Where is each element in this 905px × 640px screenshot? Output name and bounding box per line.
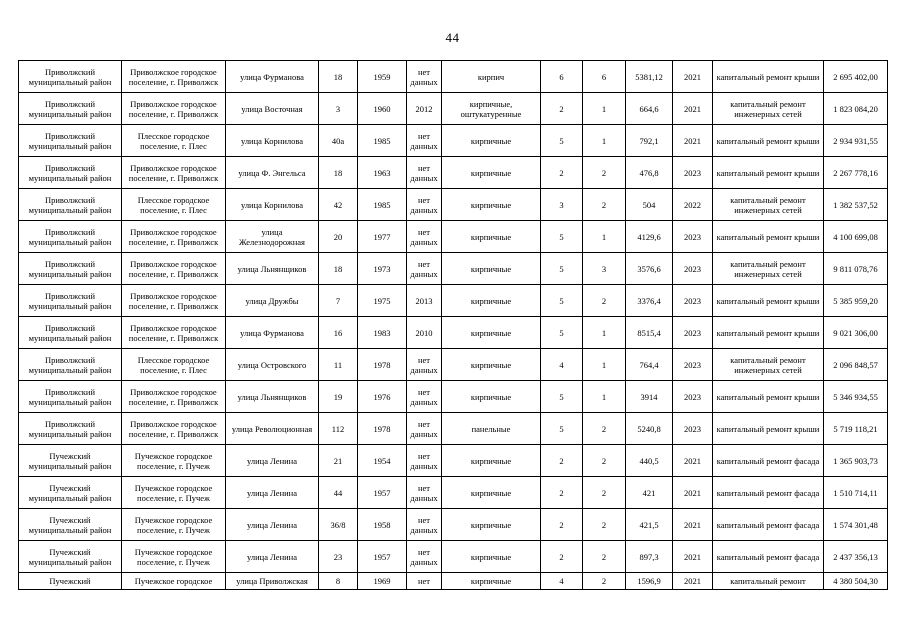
table-cell: 1978 — [358, 413, 407, 445]
table-cell: 18 — [319, 253, 358, 285]
table-cell: кирпичные — [442, 157, 541, 189]
report-table-body — [19, 61, 888, 590]
table-cell: нет данных — [407, 413, 442, 445]
table-row — [19, 477, 888, 509]
table-cell: Приволжское городское поселение, г. Приволжск — [122, 221, 226, 253]
table-cell: 1596,9 — [626, 573, 673, 590]
table-cell: нет — [407, 573, 442, 590]
table-cell: 1977 — [358, 221, 407, 253]
table-cell: нет данных — [407, 253, 442, 285]
table-cell: 4129,6 — [626, 221, 673, 253]
table-row — [19, 253, 888, 285]
table-cell: 2023 — [673, 285, 713, 317]
table-cell: капитальный ремонт крыши — [713, 413, 824, 445]
table-cell: 1973 — [358, 253, 407, 285]
table-cell: 2021 — [673, 93, 713, 125]
table-row — [19, 349, 888, 381]
table-cell: Приволжский муниципальный район — [19, 61, 122, 93]
table-cell: 2023 — [673, 349, 713, 381]
table-cell: кирпичные — [442, 509, 541, 541]
table-cell: улица Фурманова — [226, 317, 319, 349]
table-cell: 2 — [583, 413, 626, 445]
table-cell: 1959 — [358, 61, 407, 93]
table-cell: улица Корнилова — [226, 125, 319, 157]
table-cell: 1954 — [358, 445, 407, 477]
table-cell: нет данных — [407, 221, 442, 253]
table-cell: кирпичные — [442, 317, 541, 349]
table-cell: кирпичные — [442, 221, 541, 253]
table-cell: 2 — [541, 477, 583, 509]
table-cell: 19 — [319, 381, 358, 413]
table-cell: 4 — [541, 349, 583, 381]
table-cell: улица Льнянщиков — [226, 381, 319, 413]
table-cell: 9 021 306,00 — [824, 317, 888, 349]
table-cell: Приволжский муниципальный район — [19, 413, 122, 445]
table-cell: 5240,8 — [626, 413, 673, 445]
table-cell: капитальный ремонт — [713, 573, 824, 590]
table-cell: Пучежское городское поселение, г. Пучеж — [122, 541, 226, 573]
table-cell: 1958 — [358, 509, 407, 541]
table-cell: Пучежский муниципальный район — [19, 445, 122, 477]
table-cell: 2023 — [673, 253, 713, 285]
table-cell: капитальный ремонт фасада — [713, 509, 824, 541]
table-cell: 6 — [541, 61, 583, 93]
table-cell: нет данных — [407, 477, 442, 509]
table-cell: 2 437 356,13 — [824, 541, 888, 573]
table-cell: 2021 — [673, 125, 713, 157]
table-cell: 2 — [583, 445, 626, 477]
table-cell: кирпичные — [442, 445, 541, 477]
table-cell: 1985 — [358, 189, 407, 221]
table-cell: 5 — [541, 221, 583, 253]
table-cell: кирпичные, оштукатуренные — [442, 93, 541, 125]
table-cell: 2010 — [407, 317, 442, 349]
table-cell: 1 365 903,73 — [824, 445, 888, 477]
table-cell: нет данных — [407, 509, 442, 541]
table-cell: 3 — [541, 189, 583, 221]
table-cell: 23 — [319, 541, 358, 573]
table-cell: Плесское городское поселение, г. Плес — [122, 125, 226, 157]
table-cell: капитальный ремонт крыши — [713, 157, 824, 189]
table-cell: Приволжское городское поселение, г. Приволжск — [122, 61, 226, 93]
table-cell: 2 — [541, 157, 583, 189]
table-cell: улица Льнянщиков — [226, 253, 319, 285]
table-cell: Приволжский муниципальный район — [19, 221, 122, 253]
table-cell: 2 — [541, 93, 583, 125]
table-cell: капитальный ремонт крыши — [713, 125, 824, 157]
table-cell: 2 096 848,57 — [824, 349, 888, 381]
table-cell: 1975 — [358, 285, 407, 317]
table-cell: капитальный ремонт инженерных сетей — [713, 349, 824, 381]
table-cell: Пучежское городское поселение, г. Пучеж — [122, 509, 226, 541]
table-cell: 3376,4 — [626, 285, 673, 317]
table-cell: капитальный ремонт инженерных сетей — [713, 253, 824, 285]
table-cell: 20 — [319, 221, 358, 253]
table-row — [19, 157, 888, 189]
table-cell: 3576,6 — [626, 253, 673, 285]
table-cell: 8515,4 — [626, 317, 673, 349]
capital-repair-table — [18, 60, 888, 590]
table-row — [19, 61, 888, 93]
table-cell: 5 — [541, 413, 583, 445]
table-cell: 1 — [583, 221, 626, 253]
table-cell: 2021 — [673, 509, 713, 541]
table-cell: нет данных — [407, 189, 442, 221]
table-cell: 2 — [541, 445, 583, 477]
table-cell: Пучежский муниципальный район — [19, 509, 122, 541]
table-cell: 2021 — [673, 445, 713, 477]
table-row — [19, 445, 888, 477]
table-cell: 4 — [541, 573, 583, 590]
table-cell: 2 — [583, 573, 626, 590]
table-cell: 1 — [583, 125, 626, 157]
table-cell: Пучежское городское поселение, г. Пучеж — [122, 477, 226, 509]
table-cell: 1 — [583, 93, 626, 125]
table-cell: Приволжский муниципальный район — [19, 157, 122, 189]
table-cell: капитальный ремонт фасада — [713, 477, 824, 509]
table-cell: 2 — [583, 509, 626, 541]
table-cell: 1983 — [358, 317, 407, 349]
table-cell: капитальный ремонт инженерных сетей — [713, 189, 824, 221]
table-cell: нет данных — [407, 381, 442, 413]
table-cell: нет данных — [407, 445, 442, 477]
table-cell: 6 — [583, 61, 626, 93]
table-cell: Приволжский муниципальный район — [19, 125, 122, 157]
table-row — [19, 317, 888, 349]
table-cell: 5 — [541, 381, 583, 413]
table-cell: 2023 — [673, 413, 713, 445]
table-row — [19, 221, 888, 253]
table-cell: Пучежский муниципальный район — [19, 477, 122, 509]
table-cell: 1 823 084,20 — [824, 93, 888, 125]
table-cell: 476,8 — [626, 157, 673, 189]
table-cell: Приволжский муниципальный район — [19, 93, 122, 125]
table-cell: кирпич — [442, 61, 541, 93]
table-cell: 2 — [583, 189, 626, 221]
table-row — [19, 413, 888, 445]
table-cell: 36/8 — [319, 509, 358, 541]
table-cell: Приволжский муниципальный район — [19, 381, 122, 413]
table-cell: 2 — [583, 157, 626, 189]
table-cell: 2023 — [673, 221, 713, 253]
table-cell: Приволжский муниципальный район — [19, 253, 122, 285]
table-cell: кирпичные — [442, 125, 541, 157]
table-cell: 2 695 402,00 — [824, 61, 888, 93]
table-cell: 7 — [319, 285, 358, 317]
table-cell: 1 382 537,52 — [824, 189, 888, 221]
table-cell: 42 — [319, 189, 358, 221]
table-cell: улица Восточная — [226, 93, 319, 125]
table-cell: 112 — [319, 413, 358, 445]
table-cell: 9 811 078,76 — [824, 253, 888, 285]
table-cell: 44 — [319, 477, 358, 509]
table-row — [19, 93, 888, 125]
table-row — [19, 125, 888, 157]
table-cell: 1976 — [358, 381, 407, 413]
table-cell: 2 — [583, 541, 626, 573]
table-cell: Приволжский муниципальный район — [19, 285, 122, 317]
table-cell: 16 — [319, 317, 358, 349]
table-row — [19, 573, 888, 590]
table-cell: 4 100 699,08 — [824, 221, 888, 253]
table-cell: Приволжское городское поселение, г. Приволжск — [122, 413, 226, 445]
table-cell: Плесское городское поселение, г. Плес — [122, 349, 226, 381]
table-cell: 40а — [319, 125, 358, 157]
table-cell: улица Ленина — [226, 445, 319, 477]
table-cell: 1978 — [358, 349, 407, 381]
table-cell: кирпичные — [442, 477, 541, 509]
table-cell: 1 510 714,11 — [824, 477, 888, 509]
table-cell: 764,4 — [626, 349, 673, 381]
table-cell: улица Островского — [226, 349, 319, 381]
table-cell: нет данных — [407, 61, 442, 93]
table-cell: улица Ленина — [226, 509, 319, 541]
table-cell: 792,1 — [626, 125, 673, 157]
table-cell: кирпичные — [442, 253, 541, 285]
table-cell: 1 — [583, 349, 626, 381]
table-cell: 11 — [319, 349, 358, 381]
table-cell: улица Ленина — [226, 541, 319, 573]
table-cell: 2 — [541, 541, 583, 573]
table-cell: Приволжское городское поселение, г. Приволжск — [122, 93, 226, 125]
table-cell: кирпичные — [442, 285, 541, 317]
table-cell: 1 574 301,48 — [824, 509, 888, 541]
table-cell: 1957 — [358, 541, 407, 573]
table-cell: Приволжское городское поселение, г. Приволжск — [122, 253, 226, 285]
table-cell: Приволжский муниципальный район — [19, 189, 122, 221]
table-cell: капитальный ремонт крыши — [713, 61, 824, 93]
table-cell: Приволжское городское поселение, г. Приволжск — [122, 381, 226, 413]
table-cell: нет данных — [407, 541, 442, 573]
table-cell: 897,3 — [626, 541, 673, 573]
table-cell: 3 — [319, 93, 358, 125]
table-cell: 2 267 778,16 — [824, 157, 888, 189]
table-cell: 18 — [319, 157, 358, 189]
table-cell: нет данных — [407, 349, 442, 381]
table-cell: капитальный ремонт фасада — [713, 445, 824, 477]
table-cell: улица Ленина — [226, 477, 319, 509]
table-cell: 5 — [541, 317, 583, 349]
table-cell: нет данных — [407, 157, 442, 189]
table-cell: 2021 — [673, 541, 713, 573]
table-cell: 4 380 504,30 — [824, 573, 888, 590]
table-row — [19, 381, 888, 413]
table-cell: Приволжский муниципальный район — [19, 349, 122, 381]
table-cell: нет данных — [407, 125, 442, 157]
table-cell: 2021 — [673, 477, 713, 509]
table-cell: 1957 — [358, 477, 407, 509]
table-cell: кирпичные — [442, 189, 541, 221]
table-cell: улица Корнилова — [226, 189, 319, 221]
table-row — [19, 541, 888, 573]
table-cell: кирпичные — [442, 381, 541, 413]
table-cell: 1969 — [358, 573, 407, 590]
table-cell: 5381,12 — [626, 61, 673, 93]
table-cell: 2 — [583, 477, 626, 509]
table-cell: улица Дружбы — [226, 285, 319, 317]
table-cell: улица Фурманова — [226, 61, 319, 93]
table-cell: 421,5 — [626, 509, 673, 541]
table-cell: 2 — [541, 509, 583, 541]
table-cell: Приволжское городское поселение, г. Приволжск — [122, 317, 226, 349]
table-cell: капитальный ремонт крыши — [713, 285, 824, 317]
table-row — [19, 509, 888, 541]
table-cell: капитальный ремонт крыши — [713, 221, 824, 253]
table-cell: 1 — [583, 317, 626, 349]
table-cell: 21 — [319, 445, 358, 477]
table-cell: 2023 — [673, 157, 713, 189]
table-cell: кирпичные — [442, 573, 541, 590]
table-cell: 8 — [319, 573, 358, 590]
table-cell: 3 — [583, 253, 626, 285]
table-cell: Приволжское городское поселение, г. Приволжск — [122, 285, 226, 317]
table-cell: 3914 — [626, 381, 673, 413]
page-number: 44 — [445, 30, 460, 45]
table-cell: 2 934 931,55 — [824, 125, 888, 157]
table-cell: капитальный ремонт крыши — [713, 317, 824, 349]
table-cell: Пучежский муниципальный район — [19, 541, 122, 573]
table-cell: кирпичные — [442, 349, 541, 381]
table-cell: 1985 — [358, 125, 407, 157]
table-cell: 1960 — [358, 93, 407, 125]
table-cell: 5 346 934,55 — [824, 381, 888, 413]
table-cell: Пучежское городское — [122, 573, 226, 590]
table-cell: 504 — [626, 189, 673, 221]
table-cell: капитальный ремонт инженерных сетей — [713, 93, 824, 125]
table-cell: улица Ф. Энгельса — [226, 157, 319, 189]
table-cell: 5 — [541, 253, 583, 285]
table-cell: 5 — [541, 285, 583, 317]
table-cell: 2 — [583, 285, 626, 317]
table-row — [19, 285, 888, 317]
table-cell: 5 — [541, 125, 583, 157]
table-cell: панельные — [442, 413, 541, 445]
table-cell: Плесское городское поселение, г. Плес — [122, 189, 226, 221]
table-cell: 2021 — [673, 573, 713, 590]
table-cell: Приволжское городское поселение, г. Приволжск — [122, 157, 226, 189]
table-cell: кирпичные — [442, 541, 541, 573]
table-cell: улица Железнодорожная — [226, 221, 319, 253]
table-cell: Пучежский — [19, 573, 122, 590]
table-cell: 5 719 118,21 — [824, 413, 888, 445]
table-cell: 2022 — [673, 189, 713, 221]
table-cell: 1963 — [358, 157, 407, 189]
table-cell: 2012 — [407, 93, 442, 125]
table-cell: улица Революционная — [226, 413, 319, 445]
table-cell: Пучежское городское поселение, г. Пучеж — [122, 445, 226, 477]
table-cell: 2021 — [673, 61, 713, 93]
table-row — [19, 189, 888, 221]
table-cell: улица Приволжская — [226, 573, 319, 590]
table-cell: 421 — [626, 477, 673, 509]
table-cell: 1 — [583, 381, 626, 413]
table-cell: капитальный ремонт фасада — [713, 541, 824, 573]
table-cell: 2013 — [407, 285, 442, 317]
table-cell: 2023 — [673, 317, 713, 349]
table-cell: 440,5 — [626, 445, 673, 477]
table-cell: 664,6 — [626, 93, 673, 125]
table-cell: Приволжский муниципальный район — [19, 317, 122, 349]
table-cell: капитальный ремонт крыши — [713, 381, 824, 413]
table-cell: 5 385 959,20 — [824, 285, 888, 317]
table-cell: 2023 — [673, 381, 713, 413]
table-cell: 18 — [319, 61, 358, 93]
